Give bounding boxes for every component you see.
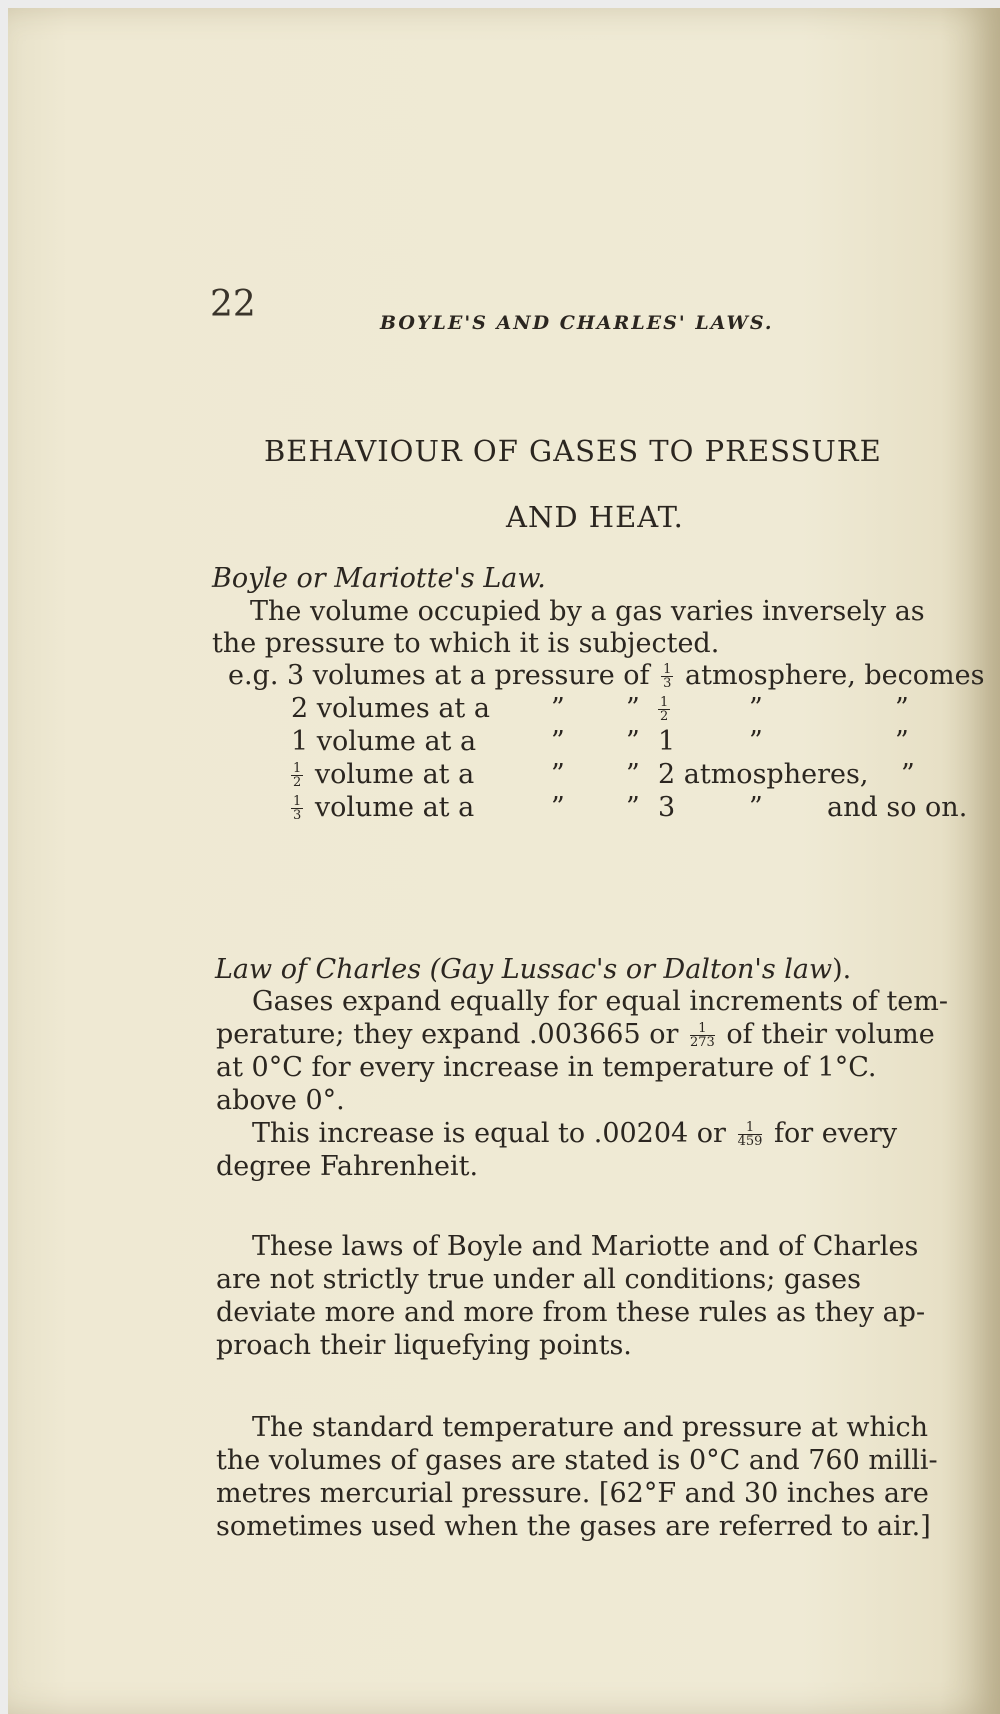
example-row-5-value: 3: [658, 792, 676, 823]
fraction-one-half: $\frac{1}{2}$: [660, 695, 669, 724]
example-row-5-label: $\frac{1}{3}$ volume at a: [293, 792, 475, 823]
para4-line1: The standard temperature and pressure at which: [252, 1412, 928, 1443]
charles-text-line6: degree Fahrenheit.: [216, 1151, 479, 1182]
ditto-mark: ”: [895, 726, 909, 757]
ditto-mark: ”: [551, 759, 565, 790]
para4-line4: sometimes used when the gases are referred to air.]: [216, 1511, 931, 1542]
ditto-mark: ”: [626, 693, 640, 724]
example-row-1-end: atmosphere, becomes: [685, 660, 985, 691]
para4-line3: metres mercurial pressure. [62°F and 30 inches are: [216, 1478, 929, 1509]
chapter-title-line2: AND HEAT.: [506, 500, 684, 534]
ditto-mark: ”: [551, 693, 565, 724]
running-head: BOYLE'S AND CHARLES' LAWS.: [380, 312, 774, 334]
ditto-mark: ”: [551, 726, 565, 757]
ditto-mark: ”: [901, 759, 915, 790]
ditto-mark: ”: [749, 792, 763, 823]
boyle-text-line2: the pressure to which it is subjected.: [212, 628, 720, 659]
example-row-1: [228, 660, 984, 691]
boyle-text-line1: The volume occupied by a gas varies inversely as: [250, 596, 925, 627]
charles-text-line5: This increase is equal to .00204 or $\frac{1}{459}$ for every: [252, 1118, 898, 1149]
book-page: [8, 8, 1000, 1714]
example-row-2-label: 2 volumes at a: [291, 693, 490, 724]
fraction-one-third: $\frac{1}{3}$: [293, 794, 302, 823]
example-row-3-label: 1 volume at a: [291, 726, 477, 757]
example-row-4-label: $\frac{1}{2}$ volume at a: [293, 759, 475, 790]
ditto-mark: ”: [626, 792, 640, 823]
charles-heading: Law of Charles (Gay Lussac's or Dalton's law).: [215, 954, 852, 985]
para3-line2: are not strictly true under all conditions; gases: [216, 1264, 861, 1295]
fraction-1-459: $\frac{1}{459}$: [737, 1120, 763, 1149]
example-row-3-value: 1: [658, 726, 676, 757]
example-row-4-value: 2 atmospheres,: [658, 759, 869, 790]
ditto-mark: ”: [749, 693, 763, 724]
example-row-5-end: and so on.: [827, 792, 968, 823]
example-row-1-text: e.g. 3 volumes at a pressure of: [228, 660, 650, 691]
fraction-one-third: $\frac{1}{3}$: [663, 662, 672, 691]
charles-text-line1: Gases expand equally for equal increments of tem-: [252, 986, 949, 1017]
boyle-heading: Boyle or Mariotte's Law.: [212, 563, 546, 594]
charles-text-line4: above 0°.: [216, 1085, 345, 1116]
fraction-one-half: $\frac{1}{2}$: [293, 761, 302, 790]
ditto-mark: ”: [551, 792, 565, 823]
ditto-mark: ”: [749, 726, 763, 757]
page-number: 22: [210, 284, 256, 325]
chapter-title-line1: BEHAVIOUR OF GASES TO PRESSURE: [264, 434, 882, 468]
ditto-mark: ”: [626, 759, 640, 790]
para3-line4: proach their liquefying points.: [216, 1330, 632, 1361]
charles-text-line2: perature; they expand .003665 or $\frac{1}{273}$ of their volume: [216, 1019, 935, 1050]
charles-text-line3: at 0°C for every increase in temperature of 1°C.: [216, 1052, 877, 1083]
para4-line2: the volumes of gases are stated is 0°C and 760 milli-: [216, 1445, 938, 1476]
ditto-mark: ”: [626, 726, 640, 757]
ditto-mark: ”: [895, 693, 909, 724]
para3-line3: deviate more and more from these rules as they ap-: [216, 1297, 926, 1328]
fraction-1-273: $\frac{1}{273}$: [689, 1021, 715, 1050]
para3-line1: These laws of Boyle and Mariotte and of Charles: [252, 1231, 919, 1262]
